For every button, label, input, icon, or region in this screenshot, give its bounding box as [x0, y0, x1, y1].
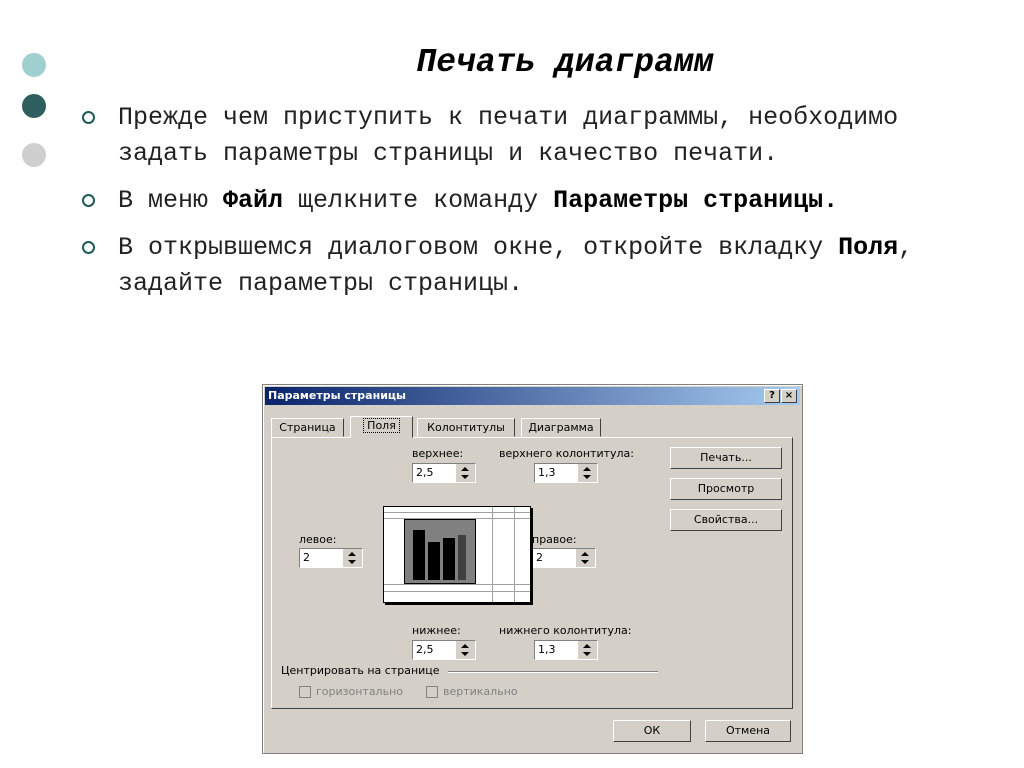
- help-icon[interactable]: ?: [764, 389, 780, 403]
- footer-margin-label: нижнего колонтитула:: [499, 624, 632, 637]
- ok-button[interactable]: ОК: [613, 720, 691, 742]
- bold-text: Файл: [223, 186, 284, 215]
- tab-label: Страница: [279, 421, 336, 434]
- spinner-value: 2,5: [416, 466, 434, 479]
- bullet-item: [82, 100, 982, 172]
- chart-bar-icon: [413, 530, 425, 580]
- chart-bar-icon: [458, 535, 466, 580]
- vertical-checkbox[interactable]: [426, 686, 438, 698]
- preview-guide-line: [384, 512, 530, 513]
- right-margin-spinner[interactable]: [532, 548, 596, 568]
- header-margin-label: верхнего колонтитула:: [499, 447, 634, 460]
- text-run: В открывшемся диалоговом окне, откройте вкладку: [118, 233, 839, 262]
- top-margin-label: верхнее:: [412, 447, 464, 460]
- preview-guide-line: [384, 591, 530, 592]
- bold-text: Поля: [838, 233, 899, 262]
- bullet-item: [82, 230, 982, 302]
- page-preview-icon: [383, 506, 531, 603]
- bullet-item: [82, 183, 982, 219]
- text-run: , задайте параметры страницы.: [118, 233, 914, 298]
- horizontal-label: горизонтально: [316, 685, 403, 698]
- slide-title: Печать диаграмм: [416, 44, 714, 81]
- chart-bar-icon: [428, 542, 440, 580]
- spinner-arrows-icon[interactable]: [456, 464, 475, 482]
- print-button[interactable]: Печать...: [670, 447, 782, 469]
- spinner-value: 1,3: [538, 466, 556, 479]
- spinner-value: 2,5: [416, 643, 434, 656]
- bullet-circle-icon: [82, 194, 95, 207]
- text-run: щелкните команду: [283, 186, 554, 215]
- preview-guide-line: [514, 507, 515, 602]
- spinner-value: 2: [536, 551, 543, 564]
- margins-panel: [271, 437, 793, 709]
- tab-label: Поля: [363, 418, 400, 433]
- cancel-button[interactable]: Отмена: [705, 720, 791, 742]
- bullet-circle-icon: [82, 241, 95, 254]
- spinner-arrows-icon[interactable]: [578, 641, 597, 659]
- horizontal-checkbox[interactable]: [299, 686, 311, 698]
- spinner-arrows-icon[interactable]: [456, 641, 475, 659]
- decor-dot-2: [22, 94, 46, 118]
- dialog-titlebar: [265, 387, 800, 405]
- decor-dot-3: [22, 143, 46, 167]
- bullet-text: [118, 233, 913, 298]
- tab-chart[interactable]: [521, 418, 601, 437]
- spinner-arrows-icon[interactable]: [578, 464, 597, 482]
- tab-headers-footers[interactable]: [417, 418, 515, 437]
- bullet-list: [82, 100, 982, 313]
- properties-button[interactable]: Свойства...: [670, 509, 782, 531]
- preview-guide-line: [384, 584, 530, 585]
- preview-guide-line: [492, 507, 493, 602]
- right-margin-label: правое:: [532, 533, 577, 546]
- tab-label: Колонтитулы: [427, 421, 505, 434]
- vertical-label: вертикально: [443, 685, 518, 698]
- left-margin-spinner[interactable]: [299, 548, 363, 568]
- preview-button[interactable]: Просмотр: [670, 478, 782, 500]
- tab-page[interactable]: [271, 418, 344, 437]
- chart-bar-icon: [443, 538, 455, 580]
- footer-margin-spinner[interactable]: [534, 640, 598, 660]
- spinner-value: 1,3: [538, 643, 556, 656]
- bold-text: Параметры страницы.: [553, 186, 839, 215]
- text-run: В меню: [118, 186, 224, 215]
- bullet-text: [118, 186, 838, 215]
- bullet-circle-icon: [82, 111, 95, 124]
- tab-label: Диаграмма: [528, 421, 594, 434]
- bottom-margin-spinner[interactable]: [412, 640, 476, 660]
- text-run: Прежде чем приступить к печати диаграммы, необходимо задать параметры страницы и качество печати.: [118, 103, 899, 168]
- bullet-text: [118, 103, 898, 168]
- page-setup-dialog: [262, 384, 803, 754]
- bar-chart-icon: [404, 519, 476, 584]
- close-icon[interactable]: ×: [781, 389, 797, 403]
- top-margin-spinner[interactable]: [412, 463, 476, 483]
- spinner-arrows-icon[interactable]: [343, 549, 362, 567]
- dialog-title: Параметры страницы: [268, 389, 407, 402]
- left-margin-label: левое:: [299, 533, 337, 546]
- spinner-arrows-icon[interactable]: [576, 549, 595, 567]
- tab-margins[interactable]: [350, 416, 413, 438]
- center-on-page-label: Центрировать на странице: [281, 664, 440, 677]
- header-margin-spinner[interactable]: [534, 463, 598, 483]
- bottom-margin-label: нижнее:: [412, 624, 461, 637]
- group-separator: [448, 671, 658, 673]
- spinner-value: 2: [303, 551, 310, 564]
